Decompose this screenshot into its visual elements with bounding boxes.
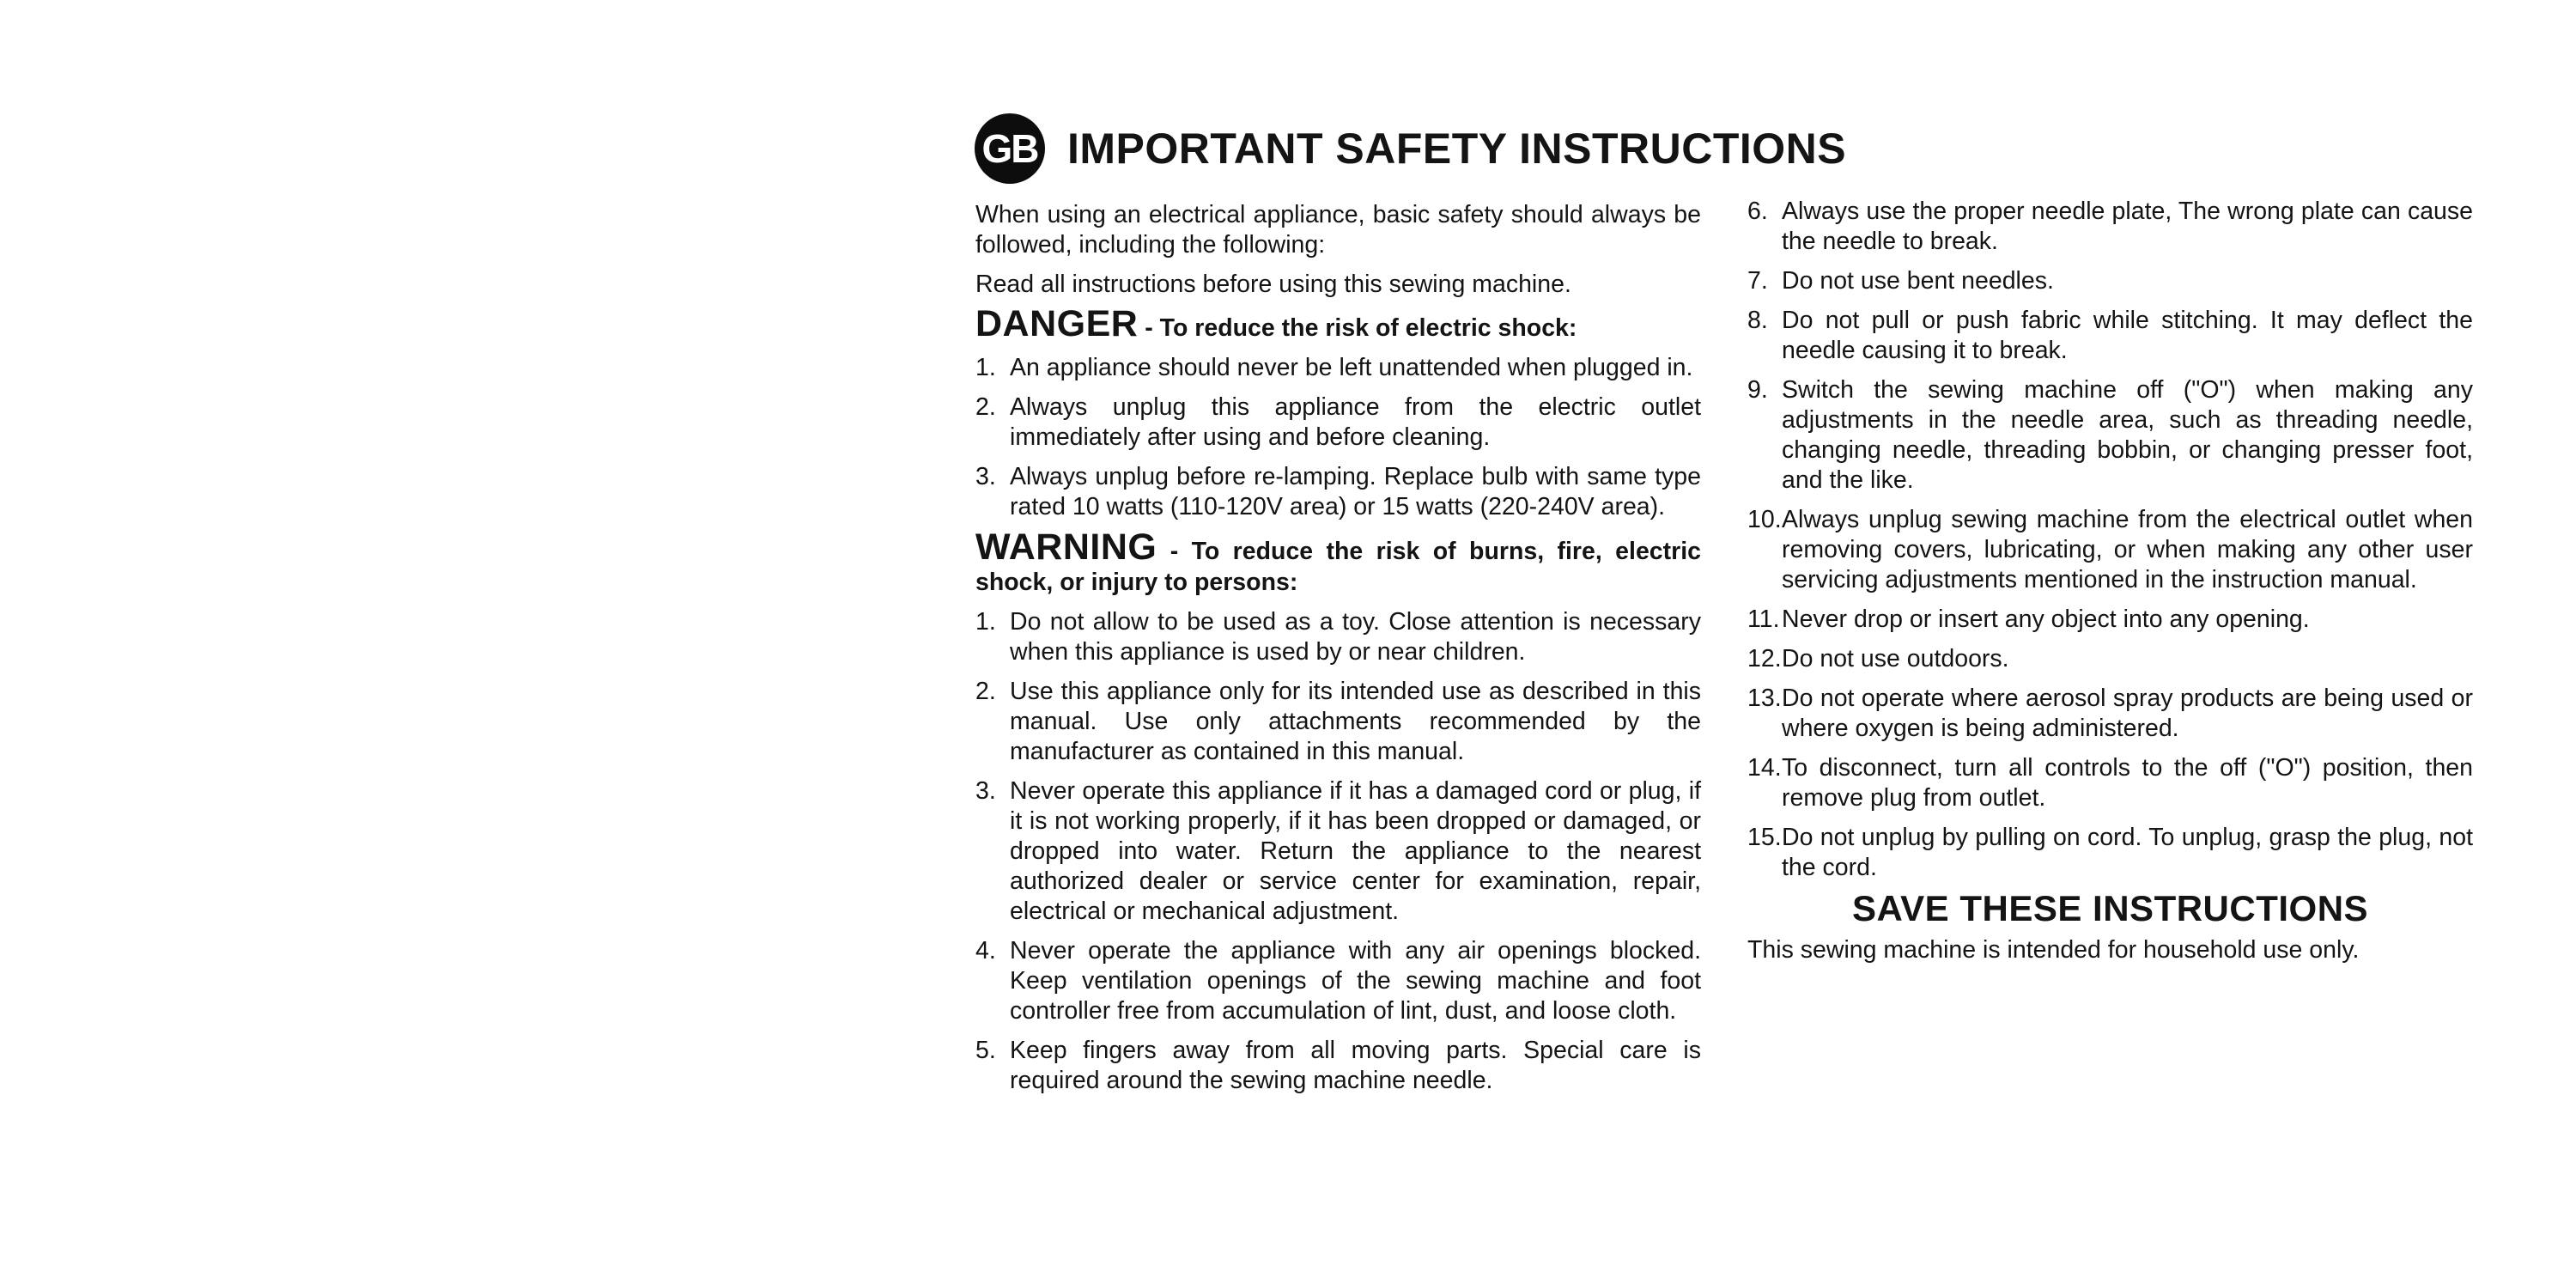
item-text: Keep fingers away from all moving parts. Special care is required around the sewing machine needle.: [1010, 1037, 1701, 1094]
item-number: 12.: [1747, 645, 1782, 672]
list-item: [1747, 753, 2473, 813]
item-text: Never drop or insert any object into any opening.: [1782, 605, 2310, 633]
item-text: Always unplug sewing machine from the electrical outlet when removing covers, lubricating, or when making any other user servicing adjustments mentioned in the instruction manual.: [1782, 506, 2473, 593]
list-item: [975, 936, 1701, 1026]
gb-language-badge: GB: [975, 113, 1045, 184]
continued-list: [1747, 197, 2473, 883]
danger-heading: [975, 303, 1701, 344]
list-item: [1747, 306, 2473, 366]
item-number: 1.: [975, 608, 996, 636]
item-number: 3.: [975, 777, 996, 805]
list-item: [975, 677, 1701, 767]
item-number: 7.: [1747, 267, 1768, 295]
item-text: Do not use outdoors.: [1782, 645, 2009, 672]
item-number: 1.: [975, 354, 996, 381]
save-instructions-heading: SAVE THESE INSTRUCTIONS: [1851, 888, 2369, 928]
list-item: [1747, 266, 2473, 296]
item-number: 5.: [975, 1037, 996, 1064]
item-text: Switch the sewing machine off ("O") when making any adjustments in the needle area, such as threading needle, changing needle, threading bobbin, or changing presser foot, and the like.: [1782, 376, 2473, 494]
item-text: Use this appliance only for its intended use as described in this manual. Use only attachments recommended by the manufacturer as contained in this manual.: [1010, 678, 1701, 765]
list-item: [975, 607, 1701, 667]
item-number: 6.: [1747, 198, 1768, 225]
danger-label: DANGER: [975, 303, 1139, 344]
list-item: [1747, 505, 2473, 595]
item-text: Do not allow to be used as a toy. Close attention is necessary when this appliance is used by or near children.: [1010, 608, 1701, 666]
item-text: Never operate the appliance with any air openings blocked. Keep ventilation openings of the sewing machine and foot controller free from accumulation of lint, dust, and loose cloth.: [1010, 937, 1701, 1025]
intro-paragraph: When using an electrical appliance, basic safety should always be followed, including the following:: [975, 201, 1701, 259]
item-number: 9.: [1747, 376, 1768, 404]
item-text: Always unplug before re-lamping. Replace bulb with same type rated 10 watts (110-120V area) or 15 watts (220-240V area).: [1010, 463, 1701, 520]
list-item: [1747, 375, 2473, 496]
item-number: 10.: [1747, 506, 1782, 533]
item-number: 8.: [1747, 307, 1768, 334]
document-header: [975, 113, 1846, 184]
list-item: [1747, 197, 2473, 257]
list-item: [975, 393, 1701, 453]
item-number: 3.: [975, 463, 996, 490]
item-text: Always unplug this appliance from the electric outlet immediately after using and before cleaning.: [1010, 393, 1701, 451]
item-text: Never operate this appliance if it has a damaged cord or plug, if it is not working properly, if it has been dropped or damaged, or dropped into water. Return the appliance to the nearest authorized dealer or service center for examination, repair, electrical or mechanical adjustment.: [1010, 777, 1701, 925]
household-use-note: This sewing machine is intended for household use only.: [1747, 936, 2360, 964]
item-text: Always use the proper needle plate, The wrong plate can cause the needle to break.: [1782, 198, 2473, 255]
item-text: Do not use bent needles.: [1782, 267, 2054, 295]
item-number: 13.: [1747, 685, 1782, 712]
item-text: Do not pull or push fabric while stitching. It may deflect the needle causing it to break.: [1782, 307, 2473, 364]
list-item: [975, 462, 1701, 522]
warning-heading: [975, 526, 1701, 598]
item-number: 2.: [975, 393, 996, 421]
list-item: [1747, 644, 2473, 674]
danger-subheading: - To reduce the risk of electric shock:: [1138, 314, 1577, 342]
item-number: 2.: [975, 678, 996, 705]
item-number: 15.: [1747, 824, 1782, 851]
list-item: [975, 353, 1701, 383]
item-text: An appliance should never be left unattended when plugged in.: [1010, 354, 1693, 381]
warning-list: [975, 607, 1701, 1096]
item-number: 11.: [1747, 605, 1780, 633]
danger-list: [975, 353, 1701, 522]
warning-label: WARNING: [975, 526, 1157, 568]
warning-subheading: - To reduce the risk of burns, fire, electric shock, or injury to persons:: [975, 538, 1701, 596]
intro-read-instructions: Read all instructions before using this sewing machine.: [975, 271, 1571, 298]
item-number: 4.: [975, 937, 996, 965]
item-text: Do not operate where aerosol spray products are being used or where oxygen is being administered.: [1782, 685, 2473, 742]
list-item: [1747, 684, 2473, 744]
item-text: To disconnect, turn all controls to the off ("O") position, then remove plug from outlet.: [1782, 754, 2473, 812]
list-item: [975, 1036, 1701, 1096]
right-column: [1747, 197, 2473, 975]
item-number: 14.: [1747, 754, 1782, 782]
list-item: [1747, 823, 2473, 883]
list-item: [975, 776, 1701, 927]
item-text: Do not unplug by pulling on cord. To unplug, grasp the plug, not the cord.: [1782, 824, 2473, 881]
list-item: [1747, 605, 2473, 635]
page-title: IMPORTANT SAFETY INSTRUCTIONS: [1067, 125, 1847, 173]
left-column: [975, 200, 1701, 1105]
